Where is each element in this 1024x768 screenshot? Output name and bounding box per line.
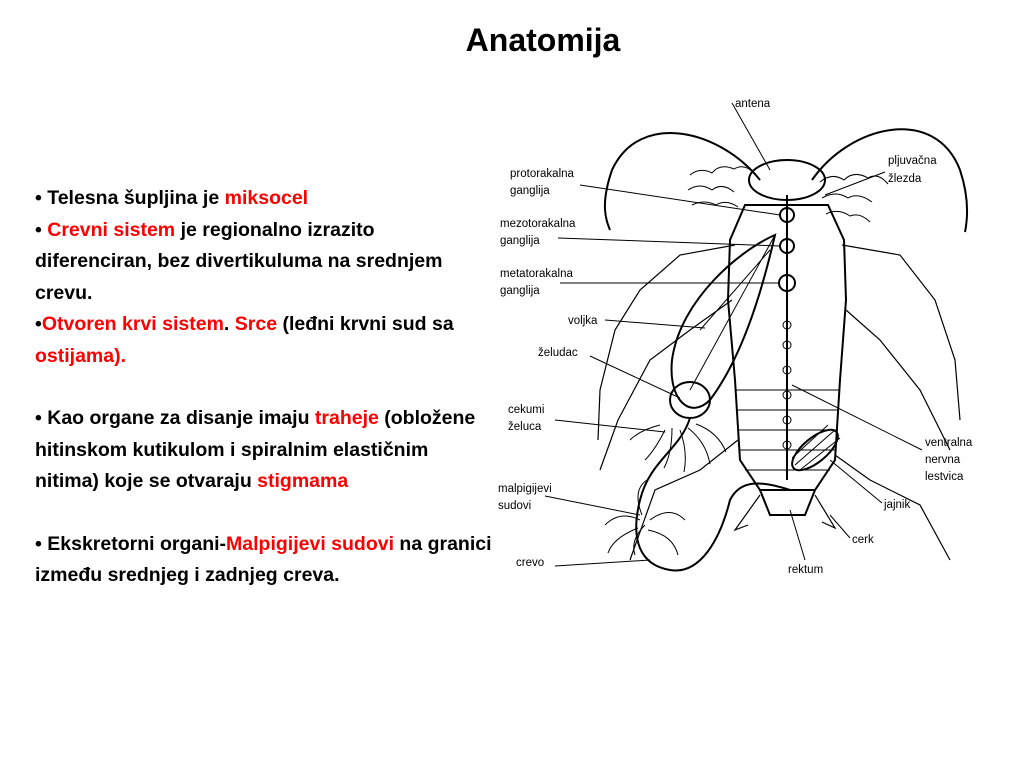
term-stigmama: stigmama [257, 470, 349, 492]
bullet-coelom: • Telesna šupljina je miksocel [35, 187, 309, 209]
term-malpigijevi-sudovi: Malpigijevi sudovi [226, 532, 394, 555]
term-otvoren-krvi-sistem: Otvoren krvi sistem [41, 313, 224, 335]
wing-vein [690, 235, 775, 390]
svg-text:ganglija: ganglija [500, 285, 540, 297]
label-voljka: voljka [568, 315, 598, 327]
term-miksocel: miksocel [224, 187, 309, 209]
label-cerk: cerk [852, 534, 874, 546]
bullet-text-block [35, 183, 493, 592]
cockroach-anatomy-diagram [490, 85, 1000, 595]
svg-text:želuca: želuca [508, 421, 542, 433]
label-pljuvacna: pljuvačna [888, 155, 937, 167]
gastric-caeca [630, 424, 726, 472]
leg-left-hind [630, 440, 738, 560]
svg-text:žlezda: žlezda [888, 173, 922, 185]
cerk-left [735, 495, 760, 530]
salivary-gland-left [688, 167, 754, 207]
svg-text:nervna: nervna [925, 454, 961, 466]
label-cekumi: cekumi [508, 404, 545, 416]
label-zeludac: želudac [538, 347, 578, 359]
antenna-left [605, 133, 760, 230]
bullet-digestive-system: • Crevni sistem je regionalno izrazito diferenciran, bez divertikuluma na srednjem crevu. [35, 218, 443, 304]
leg-left-mid [600, 300, 732, 470]
label-rektum: rektum [788, 564, 824, 576]
leader-lines [545, 103, 922, 566]
spacer [35, 498, 493, 529]
term-crevni-sistem: Crevni sistem [47, 218, 176, 241]
label-jajnik: jajnik [884, 499, 911, 511]
bullet-respiration: • Kao organe za disanje imaju traheje (obložene hitinskom kutikulom i spiralnim elastičnim nitima) koje se otvaraju stigmama [35, 407, 476, 492]
salivary-gland-right [820, 174, 888, 222]
leg-right-front [842, 245, 960, 420]
svg-text:sudovi: sudovi [498, 500, 532, 512]
label-protorakalna: protorakalna [510, 168, 574, 180]
slide-title: Anatomija [465, 22, 621, 58]
label-ventralna: ventralna [925, 437, 973, 449]
spacer [35, 372, 493, 403]
leg-right-mid [846, 310, 950, 450]
bullet-excretion: • Ekskretorni organi-Malpigijevi sudovi na granici između srednjeg i zadnjeg creva. [35, 532, 492, 586]
stomach-zeludac [670, 382, 710, 418]
svg-text:lestvica: lestvica [925, 471, 964, 483]
label-metatorakalna: metatorakalna [500, 268, 573, 280]
term-srce: Srce [234, 313, 278, 335]
cerk-right [815, 495, 835, 528]
svg-text:ganglija: ganglija [500, 235, 540, 247]
label-crevo: crevo [516, 557, 545, 569]
leg-left-front [598, 245, 735, 440]
svg-text:ganglija: ganglija [510, 185, 550, 197]
bullet-circulatory-system: •Otvoren krvi sistem. Srce (leđni krvni sud sa ostijama). [35, 313, 454, 367]
rectum [760, 490, 815, 515]
head [749, 160, 825, 200]
term-ostijama: ostijama). [35, 344, 127, 367]
label-malpigijevi: malpigijevi [498, 483, 552, 495]
label-antena: antena [735, 98, 771, 110]
term-traheje: traheje [314, 407, 379, 429]
label-mezotorakalna: mezotorakalna [500, 218, 576, 230]
